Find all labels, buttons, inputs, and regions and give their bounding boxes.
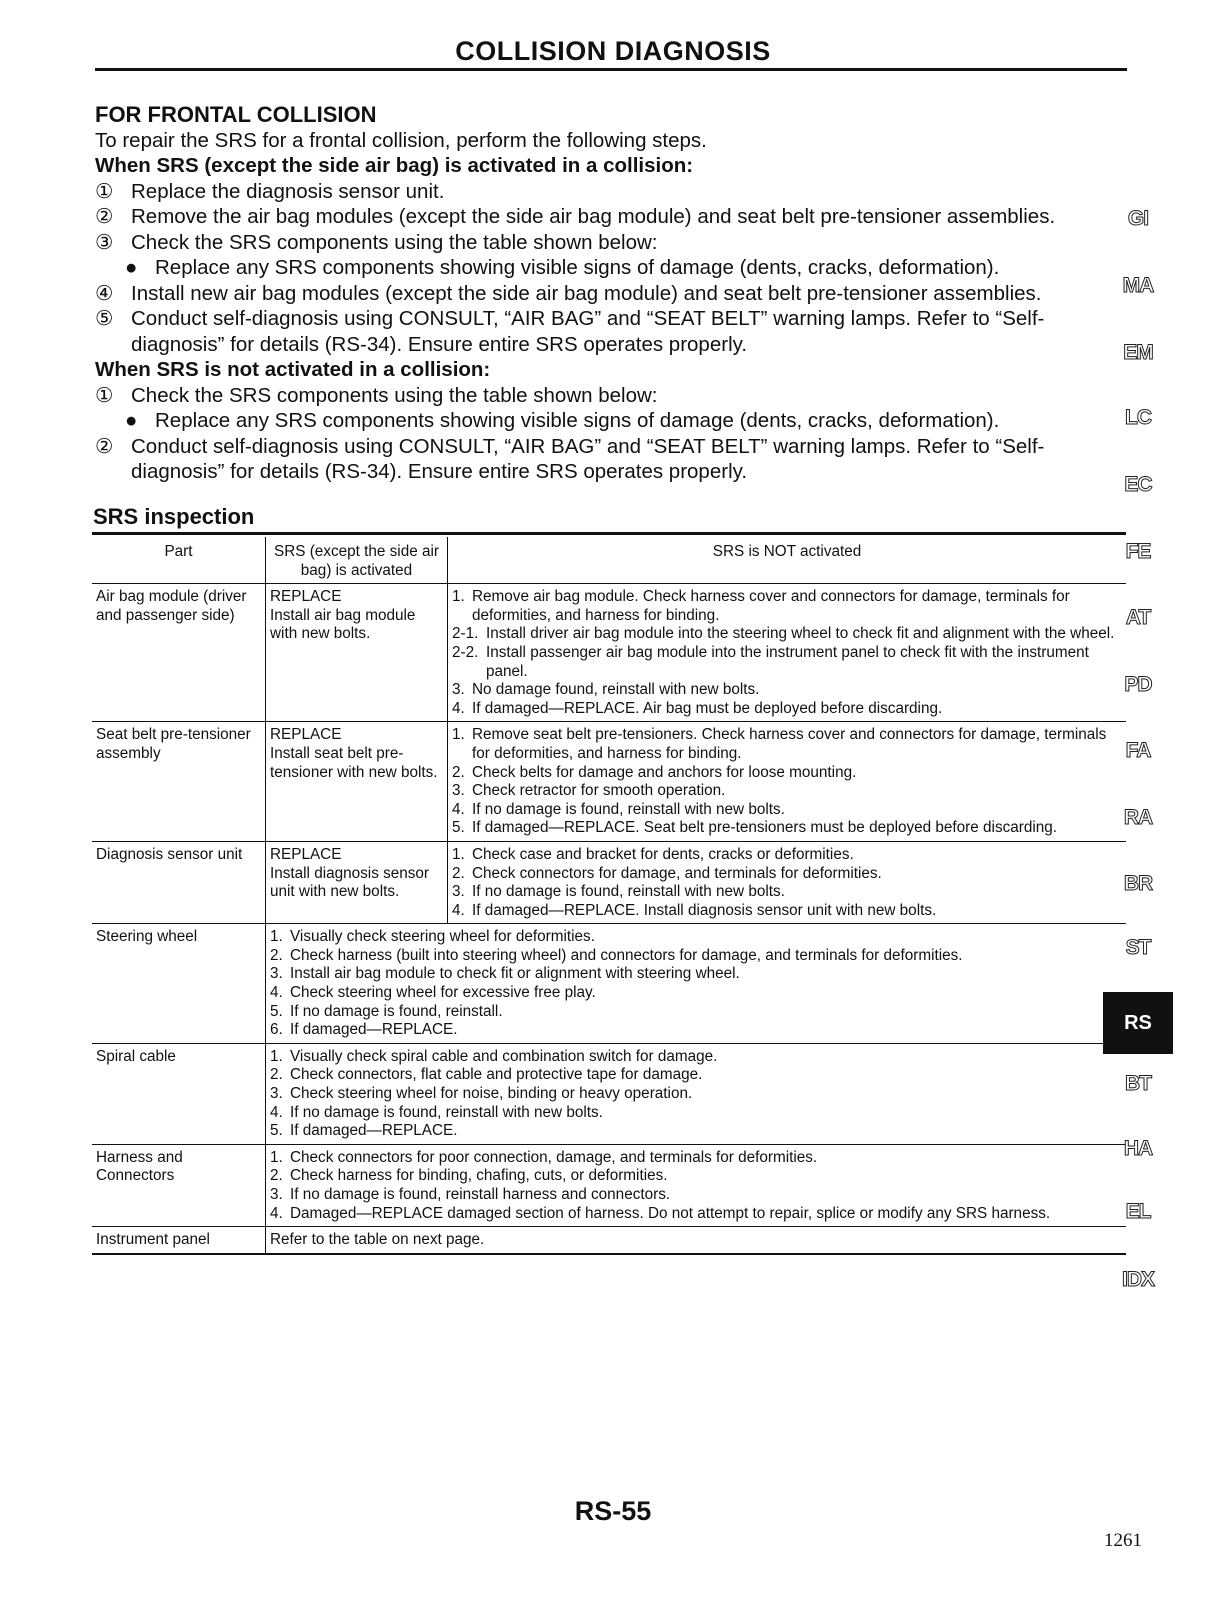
- check-item-number: 2.: [452, 763, 465, 781]
- step-text: Conduct self-diagnosis using CONSULT, “AIR BAG” and “SEAT BELT” warning lamps. Refer to “Self-diagnosis” for details (RS-34). Ensure entire SRS operates properly.: [131, 434, 1045, 483]
- check-item: [452, 846, 1122, 865]
- activated-cell: [266, 584, 448, 722]
- check-item: [270, 1231, 1122, 1250]
- page-code: 1261: [1104, 1530, 1142, 1551]
- check-item: [452, 782, 1122, 801]
- inspection-title: SRS inspection: [93, 504, 255, 529]
- check-item-number: 4.: [270, 984, 283, 1002]
- part-cell: Seat belt pre-tensioner assembly: [92, 722, 266, 842]
- check-item-text: Check retractor for smooth operation.: [472, 782, 726, 800]
- activated-line: REPLACE: [270, 726, 342, 744]
- check-item: [452, 588, 1122, 625]
- not-activated-cell: [448, 722, 1127, 842]
- check-item-number: 3.: [270, 965, 283, 983]
- section-tab-bt[interactable]: BT: [1125, 1072, 1151, 1095]
- step-text: Conduct self-diagnosis using CONSULT, “AIR BAG” and “SEAT BELT” warning lamps. Refer to “Self-diagnosis” for details (RS-34). Ensure entire SRS operates properly.: [131, 307, 1045, 356]
- check-item-text: Install passenger air bag module into the instrument panel to check fit with the instrument panel.: [486, 643, 1089, 680]
- step-item: [95, 230, 1125, 256]
- check-item-number: 1.: [270, 928, 283, 946]
- table-row: [92, 722, 1126, 842]
- check-item: [270, 1104, 1122, 1123]
- section-tab-gi[interactable]: GI: [1127, 207, 1149, 230]
- activated-line: Install seat belt pre-tensioner with new bolts.: [270, 744, 438, 781]
- step-number: ①: [95, 383, 114, 407]
- check-item-text: Install air bag module to check fit or alignment with steering wheel.: [290, 965, 740, 983]
- frontal-collision-section: [95, 102, 1125, 485]
- step-number: ⑤: [95, 307, 114, 330]
- check-item-text: Remove air bag module. Check harness cover and connectors for damage, terminals for deformities, and harness for binding.: [472, 588, 1070, 624]
- check-item-number: 1.: [452, 845, 465, 863]
- srs-inspection-table: [92, 537, 1126, 1255]
- step-text: Check the SRS components using the table shown below:: [131, 230, 658, 254]
- check-item-number: 5.: [270, 1122, 283, 1140]
- part-cell: Diagnosis sensor unit: [92, 841, 266, 923]
- check-item: [452, 883, 1122, 902]
- check-item-text: Check connectors for damage, and terminals for deformities.: [472, 864, 882, 882]
- check-item-number: 1.: [270, 1047, 283, 1065]
- check-item: [270, 965, 1122, 984]
- table-header-row: [92, 537, 1126, 584]
- part-cell: Steering wheel: [92, 924, 266, 1044]
- check-item-number: 2-1.: [452, 625, 479, 643]
- activated-line: Install diagnosis sensor unit with new bolts.: [270, 864, 430, 901]
- bullet-item: [95, 408, 1125, 434]
- not-activated-heading: When SRS is not activated in a collision:: [95, 358, 491, 381]
- check-item-number: 4.: [452, 699, 465, 717]
- check-item: [270, 1021, 1122, 1040]
- check-item-text: Refer to the table on next page.: [270, 1231, 485, 1249]
- check-item: [270, 928, 1122, 947]
- check-item-number: 3.: [270, 1085, 283, 1103]
- section-tab-br[interactable]: BR: [1123, 872, 1153, 895]
- table-row: [92, 1144, 1126, 1226]
- check-item: [270, 1003, 1122, 1022]
- bullet-icon: ●: [125, 409, 138, 432]
- page-title: COLLISION DIAGNOSIS: [455, 36, 771, 66]
- activated-steps: [95, 179, 1125, 358]
- check-item: [270, 1186, 1122, 1205]
- check-item-number: 1.: [452, 588, 465, 606]
- check-item-text: If damaged—REPLACE.: [290, 1122, 458, 1140]
- check-item-text: If damaged—REPLACE. Install diagnosis sensor unit with new bolts.: [472, 901, 937, 919]
- part-cell: Harness and Connectors: [92, 1144, 266, 1226]
- check-item-number: 4.: [270, 1204, 283, 1222]
- step-number: ①: [95, 179, 114, 203]
- check-item-number: 6.: [270, 1021, 283, 1039]
- step-text: Check the SRS components using the table shown below:: [131, 383, 658, 407]
- header-activated: SRS (except the side air bag) is activated: [266, 537, 448, 584]
- step-number: ③: [95, 230, 114, 254]
- check-item-text: Check case and bracket for dents, cracks or deformities.: [472, 845, 854, 863]
- check-item: [452, 865, 1122, 884]
- section-tab-fa[interactable]: FA: [1125, 739, 1151, 762]
- check-item-number: 2.: [270, 1066, 283, 1084]
- check-item-text: Damaged—REPLACE damaged section of harness. Do not attempt to repair, splice or modify any SRS harness.: [290, 1204, 1051, 1222]
- check-item-number: 1.: [270, 1148, 283, 1166]
- check-item: [270, 1048, 1122, 1067]
- check-item-text: Check connectors, flat cable and protective tape for damage.: [290, 1066, 703, 1084]
- check-item-text: Check steering wheel for excessive free play.: [290, 984, 596, 1002]
- table-row: [92, 841, 1126, 923]
- check-item-number: 2.: [270, 946, 283, 964]
- step-item: [95, 306, 1125, 357]
- section-tab-at[interactable]: AT: [1125, 606, 1151, 629]
- check-item-text: Visually check spiral cable and combination switch for damage.: [290, 1047, 718, 1065]
- check-item-text: Check steering wheel for noise, binding or heavy operation.: [290, 1085, 693, 1103]
- check-item-text: Check harness for binding, chafing, cuts, or deformities.: [290, 1167, 668, 1185]
- step-item: [95, 383, 1125, 409]
- step-item: [95, 281, 1125, 307]
- check-item: [270, 1085, 1122, 1104]
- table-row: [92, 924, 1126, 1044]
- check-item: [452, 625, 1122, 644]
- check-item-number: 2.: [270, 1167, 283, 1185]
- page-number: RS-55: [574, 1496, 652, 1526]
- check-item: [452, 764, 1122, 783]
- not-activated-cell: [448, 584, 1127, 722]
- check-item-text: No damage found, reinstall with new bolts.: [472, 681, 760, 699]
- step-number: ②: [95, 205, 114, 228]
- header-part: Part: [92, 537, 266, 584]
- check-item: [452, 726, 1122, 763]
- step-text: Install new air bag modules (except the side air bag module) and seat belt pre-tensioner assemblies.: [131, 281, 1042, 305]
- check-item-text: If no damage is found, reinstall with new bolts.: [472, 800, 785, 818]
- section-tab-fe[interactable]: FE: [1125, 540, 1151, 563]
- check-item: [452, 644, 1122, 681]
- table-row: [92, 1043, 1126, 1144]
- step-number: ④: [95, 281, 114, 305]
- not-activated-cell: [266, 924, 1127, 1044]
- activated-line: REPLACE: [270, 845, 342, 863]
- check-item-text: Remove seat belt pre-tensioners. Check harness cover and connectors for damage, terminals for deformities, and harness for binding.: [472, 726, 1107, 762]
- check-item-text: Install driver air bag module into the steering wheel to check fit and alignment with the wheel.: [486, 625, 1115, 643]
- check-item: [452, 819, 1122, 838]
- step-text: Remove the air bag modules (except the side air bag module) and seat belt pre-tensioner assemblies.: [131, 205, 1056, 228]
- activated-line: Install air bag module with new bolts.: [270, 606, 416, 643]
- check-item: [452, 801, 1122, 820]
- not-activated-cell: [448, 841, 1127, 923]
- check-item-text: If no damage is found, reinstall harness and connectors.: [290, 1186, 671, 1203]
- check-item-number: 1.: [452, 726, 465, 744]
- not-activated-cell: [266, 1227, 1127, 1254]
- check-item-text: If damaged—REPLACE. Air bag must be deployed before discarding.: [472, 699, 943, 717]
- section-tab-ma[interactable]: MA: [1122, 274, 1154, 297]
- section-tab-idx[interactable]: IDX: [1121, 1268, 1154, 1291]
- step-item: [95, 179, 1125, 205]
- step-item: [95, 204, 1125, 230]
- check-item-text: If no damage is found, reinstall.: [290, 1002, 503, 1020]
- check-item-text: Check harness (built into steering wheel) and connectors for damage, and terminals for deformities.: [290, 946, 963, 964]
- check-item: [452, 700, 1122, 719]
- check-item-number: 3.: [270, 1186, 283, 1203]
- table-row: [92, 1227, 1126, 1254]
- intro-text: To repair the SRS for a frontal collision, perform the following steps.: [95, 128, 707, 152]
- not-activated-cell: [266, 1043, 1127, 1144]
- check-item-number: 2-2.: [452, 643, 479, 661]
- section-tab-em[interactable]: EM: [1123, 341, 1153, 364]
- step-text: Replace the diagnosis sensor unit.: [131, 179, 445, 203]
- bullet-icon: ●: [125, 256, 138, 279]
- section-tab-lc[interactable]: LC: [1125, 406, 1151, 429]
- check-item-number: 4.: [452, 901, 465, 919]
- check-item-text: Check belts for damage and anchors for loose mounting.: [472, 763, 857, 781]
- not-activated-cell: [266, 1144, 1127, 1226]
- activated-cell: [266, 722, 448, 842]
- section-tab-rs[interactable]: RS: [1103, 992, 1173, 1054]
- check-item-text: If no damage is found, reinstall with new bolts.: [472, 883, 785, 901]
- step-item: [95, 434, 1125, 485]
- check-item: [270, 984, 1122, 1003]
- check-item-number: 4.: [270, 1103, 283, 1121]
- check-item-text: If damaged—REPLACE.: [290, 1021, 458, 1039]
- check-item: [270, 1167, 1122, 1186]
- check-item-text: Visually check steering wheel for deformities.: [290, 928, 595, 946]
- check-item: [270, 1149, 1122, 1168]
- section-tab-st[interactable]: ST: [1125, 936, 1151, 959]
- check-item-number: 2.: [452, 864, 465, 882]
- header-not-activated: SRS is NOT activated: [712, 543, 862, 560]
- check-item-number: 5.: [452, 819, 465, 837]
- check-item-number: 4.: [452, 800, 465, 818]
- activated-cell: [266, 841, 448, 923]
- bullet-item: [95, 255, 1125, 281]
- check-item: [452, 902, 1122, 921]
- activated-heading: When SRS (except the side air bag) is activated in a collision:: [95, 154, 694, 177]
- title-rule: [95, 68, 1127, 71]
- check-item: [270, 1122, 1122, 1141]
- part-cell: Air bag module (driver and passenger side): [92, 584, 266, 722]
- check-item-text: Check connectors for poor connection, damage, and terminals for deformities.: [290, 1148, 818, 1166]
- check-item-number: 5.: [270, 1002, 283, 1020]
- check-item-number: 3.: [452, 883, 465, 901]
- bullet-text: Replace any SRS components showing visible signs of damage (dents, cracks, deformation).: [155, 409, 1000, 432]
- table-row: [92, 584, 1126, 722]
- check-item: [270, 947, 1122, 966]
- check-item: [452, 681, 1122, 700]
- check-item-text: If no damage is found, reinstall with new bolts.: [290, 1103, 603, 1121]
- part-cell: Instrument panel: [92, 1227, 266, 1254]
- check-item-text: If damaged—REPLACE. Seat belt pre-tensioners must be deployed before discarding.: [472, 819, 1058, 837]
- check-item: [270, 1205, 1122, 1224]
- section-tab-ra[interactable]: RA: [1123, 806, 1153, 829]
- section-tab-el[interactable]: EL: [1125, 1200, 1151, 1223]
- section-tab-ec[interactable]: EC: [1124, 473, 1152, 496]
- check-item-number: 3.: [452, 681, 465, 699]
- check-item: [270, 1066, 1122, 1085]
- section-tab-pd[interactable]: PD: [1124, 673, 1152, 696]
- section-heading: FOR FRONTAL COLLISION: [95, 102, 377, 127]
- step-number: ②: [95, 434, 114, 458]
- inspection-rule: [92, 532, 1126, 535]
- check-item-number: 3.: [452, 782, 465, 800]
- bullet-text: Replace any SRS components showing visible signs of damage (dents, cracks, deformation).: [155, 256, 1000, 279]
- activated-line: REPLACE: [270, 588, 342, 606]
- not-activated-steps: [95, 383, 1125, 485]
- section-tab-ha[interactable]: HA: [1123, 1137, 1153, 1160]
- part-cell: Spiral cable: [92, 1043, 266, 1144]
